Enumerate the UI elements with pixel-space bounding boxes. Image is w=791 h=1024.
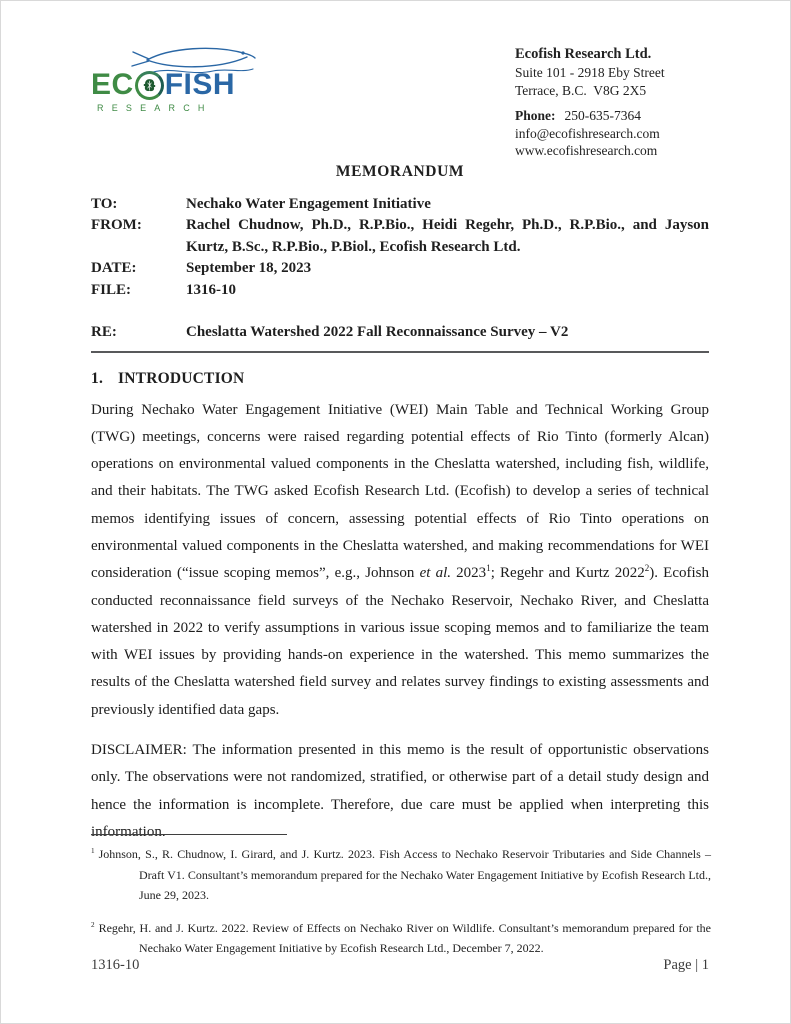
section-title: INTRODUCTION — [118, 369, 245, 387]
phone-label: Phone: — [515, 108, 556, 123]
intro-paragraph: During Nechako Water Engagement Initiative (WEI) Main Table and Technical Working Group (TWG) meetings, concerns were raised regarding potential effects of Rio Tinto (formerly Alcan) operations on environmental valued components in the Cheslatta watershed, including fish, wildlife, and their habitats. The TWG asked Ecofish Research Ltd. (Ecofish) to develop a series of technical memos identifying issues of concern, assessing potential effects of Rio Tinto operations on environmental valued components in the Cheslatta watershed, and making recommendations for WEI consideration (“issue scoping memos”, e.g., Johnson et al. 2023$^1$; Regehr and Kurtz 2022$^2$). Ecofish conducted reconnaissance field surveys of the Nechako Reservoir, Nechako River, and Cheslatta watershed in 2022 to verify assumptions in various issue scoping memos and to familiarize the team with WEI issues by providing hands-on experience in the watershed. This memo summarizes the results of the Cheslatta watershed field survey and relates survey findings to existing assessments and previously identified data gaps. — [91, 401, 709, 718]
phone-row — [515, 107, 709, 125]
memo-field-re — [91, 322, 709, 344]
logo-text-eco: EC — [91, 68, 134, 101]
field-label: FILE: — [91, 281, 132, 298]
field-value: 1316-10 — [186, 281, 236, 298]
field-value: Cheslatta Watershed 2022 Fall Reconnaissance Survey – V2 — [186, 324, 569, 340]
footnote-1 — [91, 844, 711, 906]
footer-page-number: Page | 1 — [663, 957, 709, 973]
logo-text-fish: FISH — [164, 68, 236, 101]
address-line-1: Suite 101 - 2918 Eby Street — [515, 65, 665, 80]
disclaimer-paragraph: DISCLAIMER: The information presented in this memo is the result of opportunistic observations only. The observations were not randomized, stratified, or otherwise part of a detail study design and hence the information is incomplete. Therefore, due care must be applied when interpreting this information. — [91, 742, 709, 840]
footnotes-section — [91, 834, 711, 959]
website-url[interactable]: www.ecofishresearch.com — [515, 143, 658, 158]
memo-field-file — [91, 280, 709, 302]
field-label: TO: — [91, 195, 118, 212]
footnote-separator — [91, 834, 287, 835]
footnote-marker: 1 — [91, 847, 95, 855]
footnote-marker: 2 — [91, 920, 95, 929]
email-address[interactable]: info@ecofishresearch.com — [515, 125, 660, 141]
letterhead — [91, 39, 709, 160]
section-heading-introduction — [91, 370, 709, 388]
field-value: Nechako Water Engagement Initiative — [186, 195, 431, 212]
page-footer — [91, 957, 709, 974]
address-line-2: Terrace, B.C. V8G 2X5 — [515, 82, 647, 98]
section-number: 1. — [91, 369, 104, 387]
logo-research-text: RESEARCH — [97, 103, 213, 113]
ecofish-logo — [91, 39, 276, 113]
field-label: DATE: — [91, 260, 137, 276]
field-label: RE: — [91, 324, 117, 340]
memo-field-to — [91, 194, 709, 216]
footnote-text: Regehr, H. and J. Kurtz. 2022. Review of Effects on Nechako River on Wildlife. Consultant’s memorandum prepared for the Nechako Water Engagement Initiative by Ecofish Research Ltd., December 7, 2022. — [98, 920, 711, 955]
contact-block — [515, 39, 709, 160]
logo-wordmark — [91, 70, 276, 100]
memo-field-date — [91, 258, 709, 280]
header-divider — [91, 351, 709, 353]
footnote-text: Johnson, S., R. Chudnow, I. Girard, and J. Kurtz. 2023. Fish Access to Nechako Reservoir Tributaries and Side Channels – Draft V1. Consultant’s memorandum prepared for the Nechako Water Engagement Initiative by Ecofish Research Ltd., June 29, 2023. — [98, 847, 711, 902]
field-label: FROM: — [91, 217, 142, 233]
memo-field-from — [91, 215, 709, 258]
memo-title: MEMORANDUM — [335, 162, 465, 180]
footnote-2 — [91, 918, 711, 959]
field-value: September 18, 2023 — [186, 260, 312, 276]
company-name: Ecofish Research Ltd. — [515, 46, 652, 62]
footer-file-number: 1316-10 — [91, 957, 140, 973]
phone-number: 250-635-7364 — [564, 108, 641, 123]
memo-fields — [91, 194, 709, 344]
fish-in-circle-icon — [135, 71, 164, 100]
field-value: Rachel Chudnow, Ph.D., R.P.Bio., Heidi Regehr, Ph.D., R.P.Bio., and Jayson Kurtz, B.Sc., R.P.Bio., P.Biol., Ecofish Research Ltd. — [186, 217, 709, 255]
